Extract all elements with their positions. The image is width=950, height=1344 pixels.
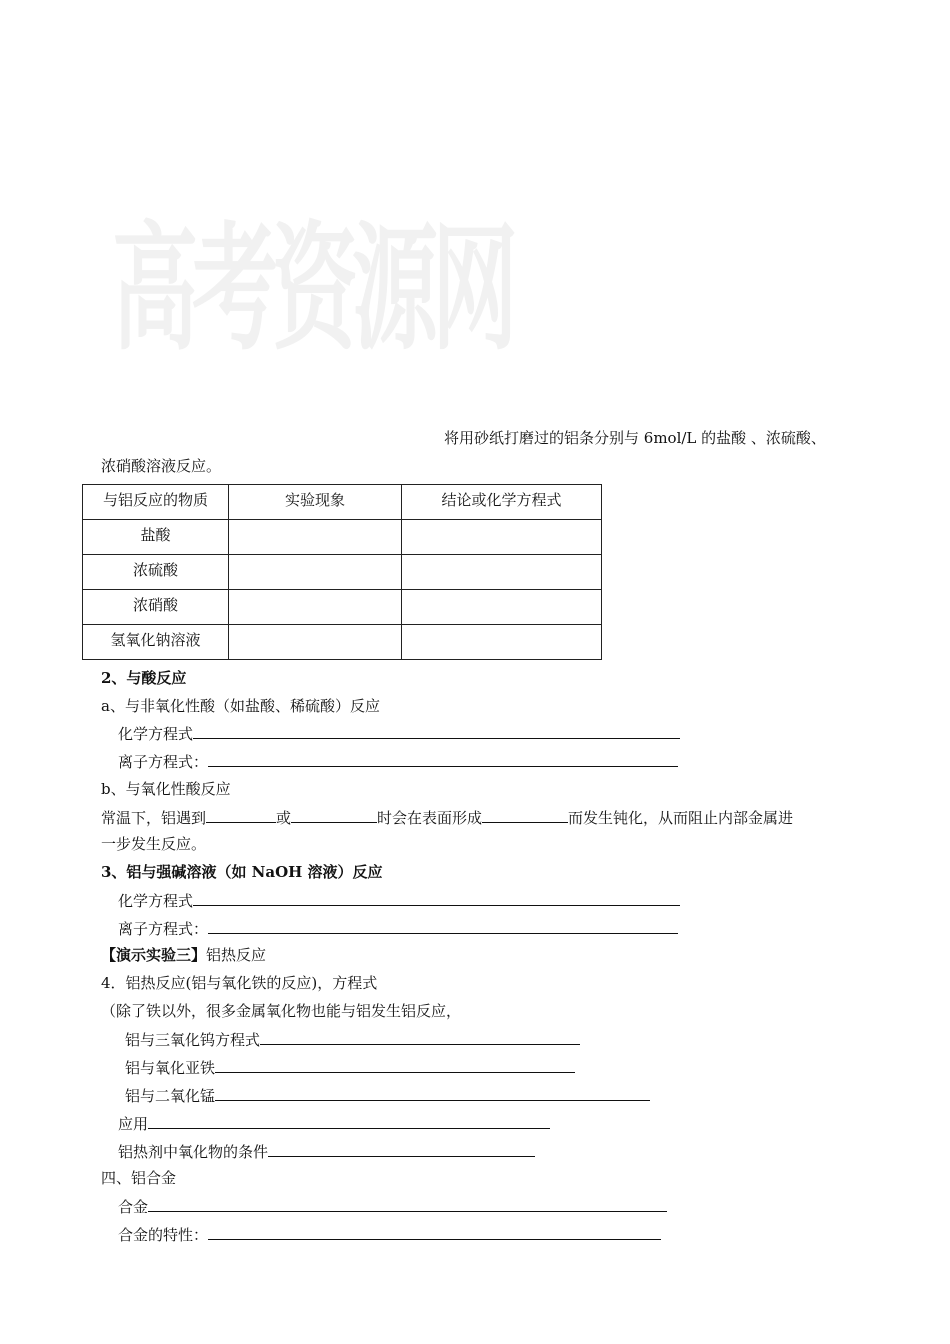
table-header: 与铝反应的物质	[83, 485, 229, 520]
intro-line-2: 浓硝酸溶液反应。	[101, 457, 222, 475]
passivation-line-2: 一步发生反应。	[101, 835, 207, 853]
table-header: 实验现象	[229, 485, 402, 520]
condition-blank[interactable]	[268, 1141, 535, 1157]
passivation-text: 或	[276, 809, 292, 827]
ion-eq-blank[interactable]	[208, 918, 678, 934]
alloy-blank[interactable]	[148, 1196, 667, 1212]
alloy-props-blank[interactable]	[208, 1224, 661, 1240]
table-cell-phenomenon[interactable]	[229, 590, 402, 625]
table-cell-substance: 盐酸	[83, 520, 229, 555]
mno2-line	[125, 1085, 650, 1106]
mno2-blank[interactable]	[215, 1085, 650, 1101]
observation-table	[82, 484, 602, 660]
section-3-ion-line	[118, 918, 678, 939]
ion-eq-label: 离子方程式：	[118, 753, 209, 771]
alloy-section-title: 四、铝合金	[101, 1169, 177, 1187]
ion-eq-label: 离子方程式：	[118, 920, 209, 938]
table-cell-substance: 浓硝酸	[83, 590, 229, 625]
section-2-title: 2、与酸反应	[101, 669, 187, 687]
section-3-title: 3、铝与强碱溶液（如 NaOH 溶液）反应	[101, 863, 383, 881]
table-cell-phenomenon[interactable]	[229, 520, 402, 555]
passivation-line	[101, 807, 793, 828]
fill-blank[interactable]	[291, 807, 377, 823]
table-cell-conclusion[interactable]	[402, 555, 602, 590]
demo-3-bracket-title: 【演示实验三】	[101, 946, 207, 964]
table-row	[83, 625, 602, 660]
section-2a-ion-line	[118, 751, 678, 772]
application-label: 应用	[118, 1115, 149, 1133]
watermark-logo: 高考资源网	[112, 208, 512, 370]
chem-eq-label: 化学方程式	[118, 725, 194, 743]
section-4-note: （除了铁以外，很多金属氧化物也能与铝发生铝反应，	[101, 1002, 462, 1020]
table-cell-substance: 氢氧化钠溶液	[83, 625, 229, 660]
alloy-label: 合金	[118, 1198, 149, 1216]
table-row	[83, 590, 602, 625]
chem-eq-blank[interactable]	[193, 890, 680, 906]
section-2a-chem-line	[118, 723, 680, 744]
passivation-text: 而发生钝化，从而阻止内部金属进	[568, 809, 794, 827]
demo-3-heading	[101, 945, 266, 965]
section-2a-title: a、与非氧化性酸（如盐酸、稀硫酸）反应	[101, 697, 380, 715]
wo3-label: 铝与三氧化钨方程式	[125, 1031, 261, 1049]
feo-blank[interactable]	[215, 1057, 575, 1073]
chem-eq-label: 化学方程式	[118, 892, 194, 910]
table-header-row	[83, 485, 602, 520]
section-3-chem-line	[118, 890, 680, 911]
section-2b-title: b、与氧化性酸反应	[101, 780, 231, 798]
table-cell-phenomenon[interactable]	[229, 625, 402, 660]
alloy-line	[118, 1196, 667, 1217]
feo-label: 铝与氧化亚铁	[125, 1059, 216, 1077]
demo-3-title: 铝热反应	[206, 946, 267, 964]
table-cell-conclusion[interactable]	[402, 625, 602, 660]
wo3-line	[125, 1029, 580, 1050]
chem-eq-blank[interactable]	[193, 723, 680, 739]
condition-line	[118, 1141, 535, 1162]
table-row	[83, 520, 602, 555]
section-4-title: 4．铝热反应(铝与氧化铁的反应)，方程式	[101, 974, 378, 992]
table-header: 结论或化学方程式	[402, 485, 602, 520]
ion-eq-blank[interactable]	[208, 751, 678, 767]
application-blank[interactable]	[148, 1113, 550, 1129]
intro-line-1: 将用砂纸打磨过的铝条分别与 6mol/L 的盐酸 、浓硫酸、	[444, 429, 826, 447]
passivation-text: 时会在表面形成	[377, 809, 483, 827]
condition-label: 铝热剂中氧化物的条件	[118, 1143, 269, 1161]
fill-blank[interactable]	[206, 807, 276, 823]
wo3-blank[interactable]	[260, 1029, 580, 1045]
table-cell-conclusion[interactable]	[402, 590, 602, 625]
passivation-text: 常温下，铝遇到	[101, 809, 207, 827]
table-cell-conclusion[interactable]	[402, 520, 602, 555]
fill-blank[interactable]	[482, 807, 568, 823]
feo-line	[125, 1057, 575, 1078]
application-line	[118, 1113, 550, 1134]
mno2-label: 铝与二氧化锰	[125, 1087, 216, 1105]
alloy-props-line	[118, 1224, 661, 1245]
table-cell-substance: 浓硫酸	[83, 555, 229, 590]
table-cell-phenomenon[interactable]	[229, 555, 402, 590]
table-row	[83, 555, 602, 590]
alloy-props-label: 合金的特性：	[118, 1226, 209, 1244]
